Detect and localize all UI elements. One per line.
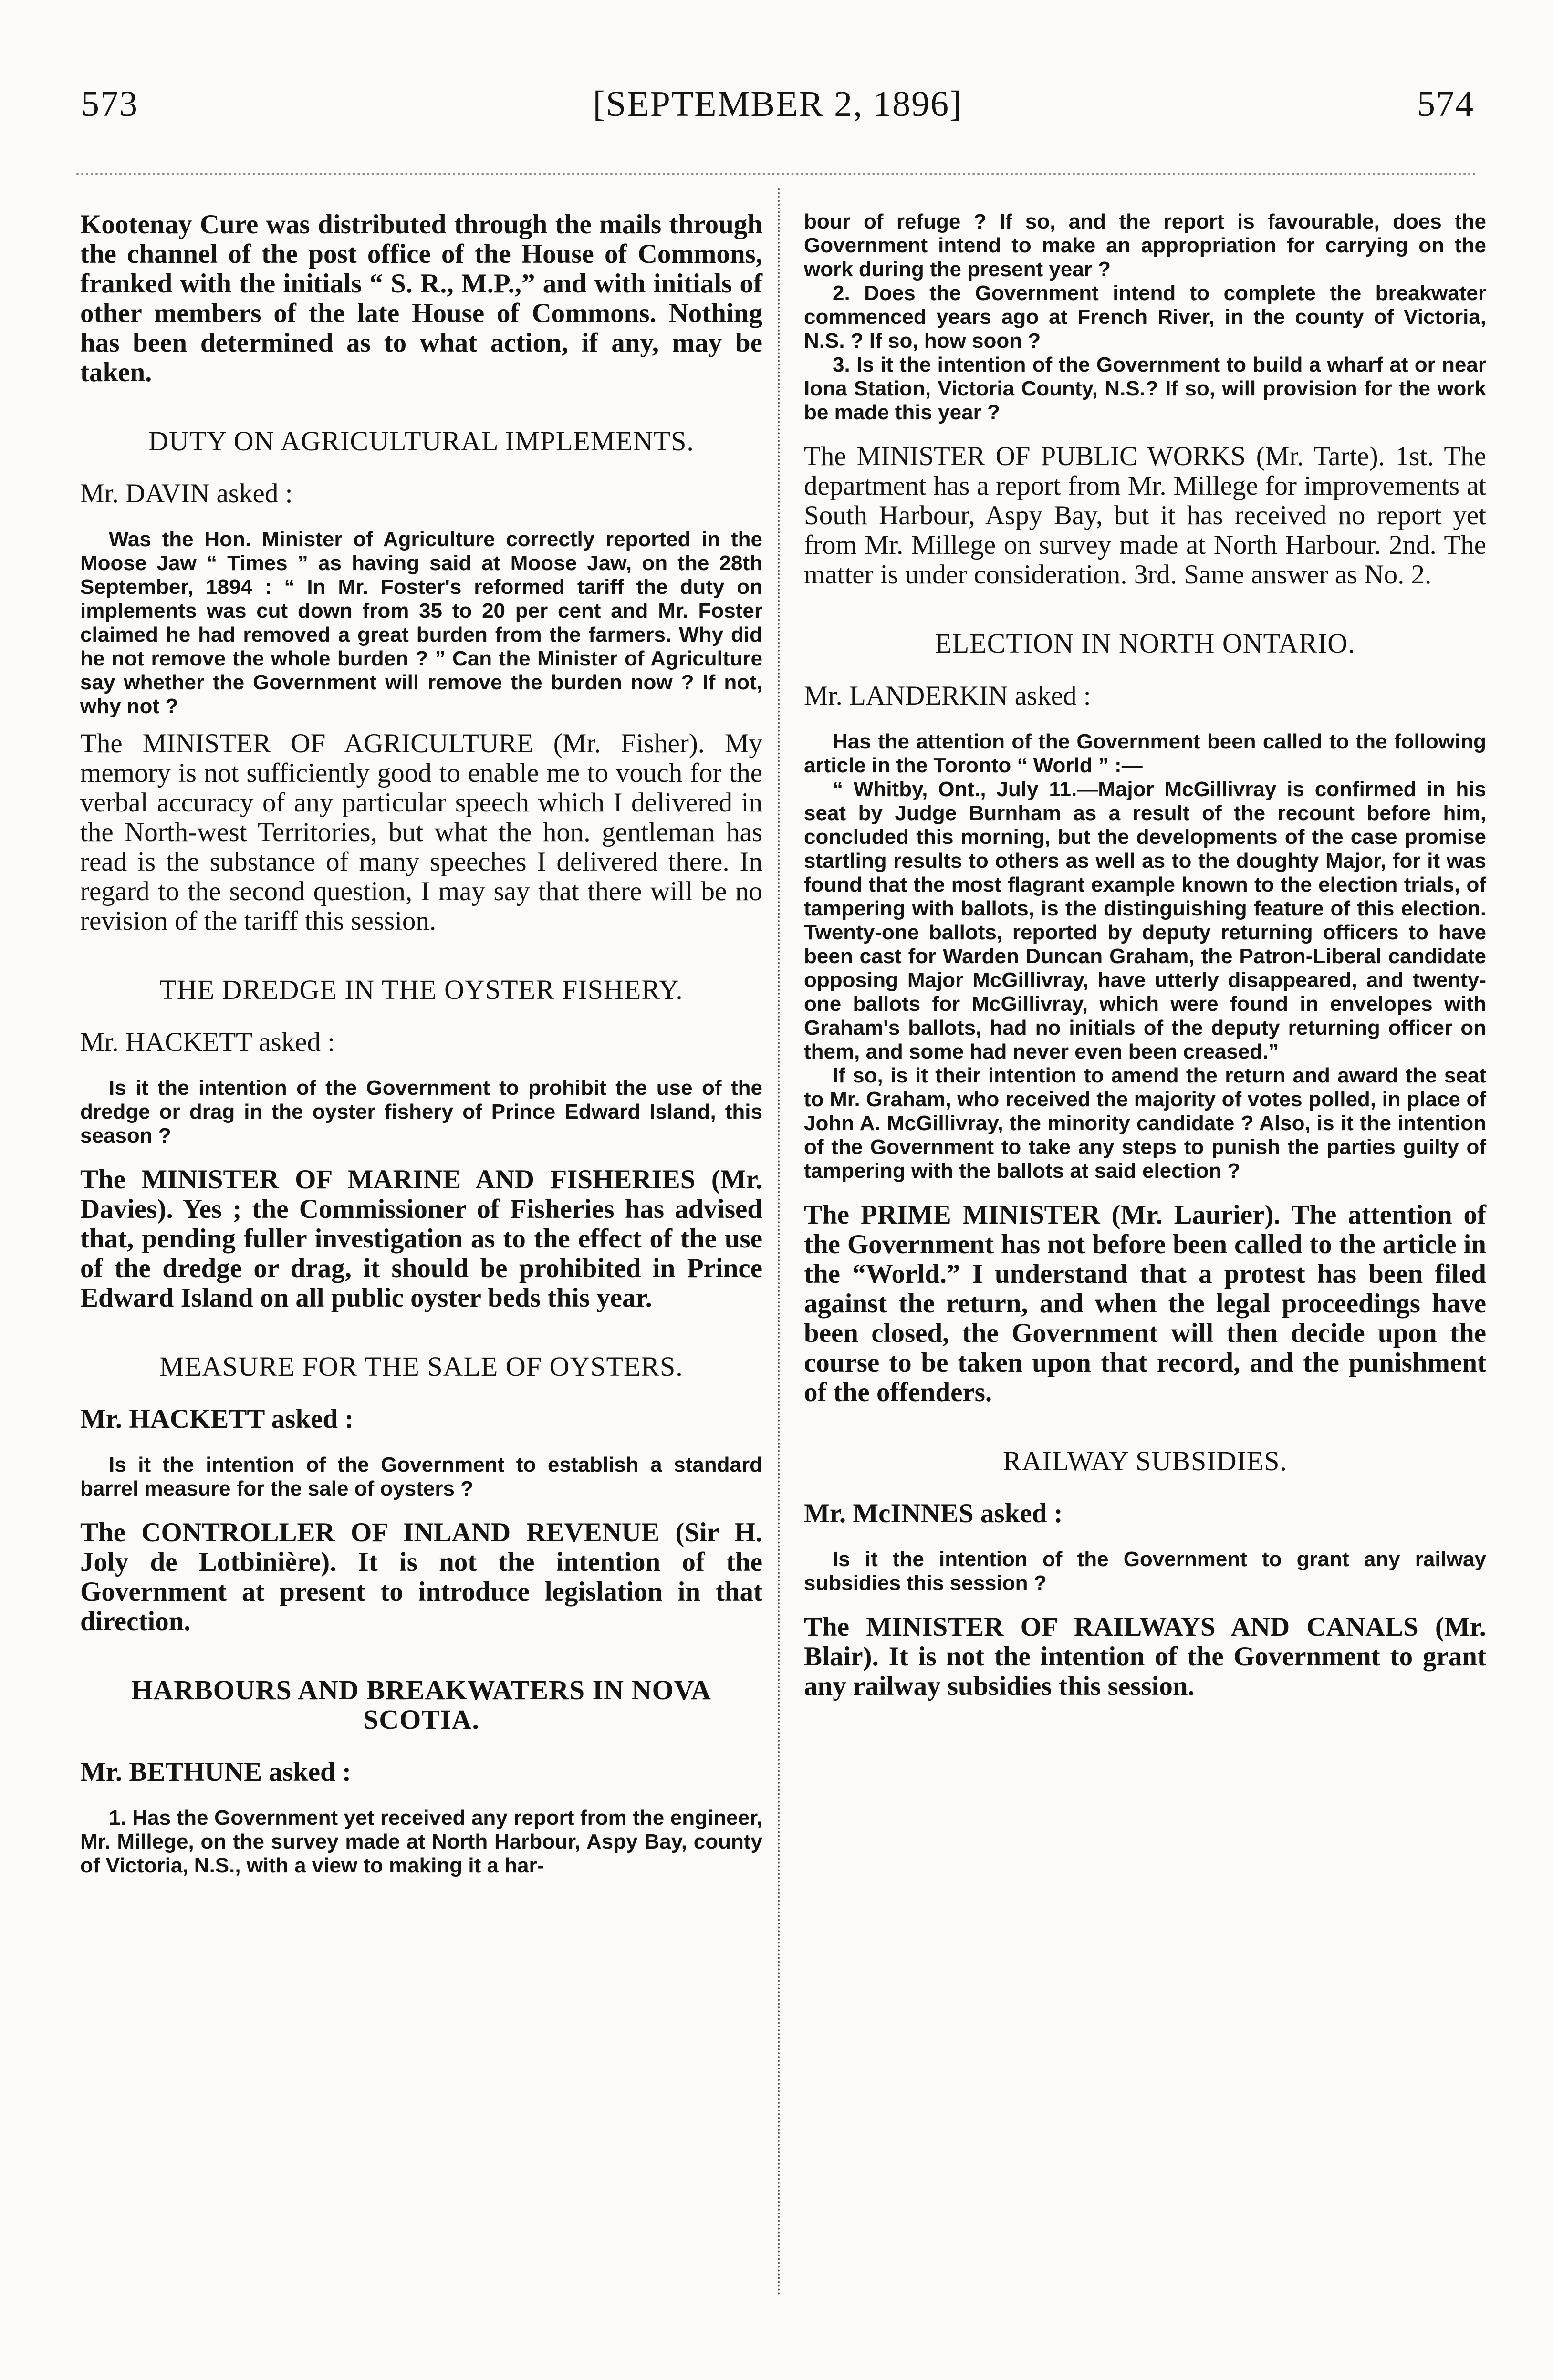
asked-landerkin: Mr. LANDERKIN asked : <box>804 681 1091 711</box>
answer-prime-minister: The PRIME MINISTER (Mr. Laurier). The attention of the Government has not before been called to the article in the “World.” I understand that a protest has been filed against the return, and when the legal proceedings have been closed, the Government will then decide upon the course to be taken upon that record, and the punishment of the offenders. <box>804 1200 1486 1407</box>
asked-hackett-2: Mr. HACKETT asked : <box>80 1404 354 1434</box>
page-header <box>81 83 1474 136</box>
right-page-number: 574 <box>1417 84 1474 124</box>
question-railway-subsidies: Is it the intention of the Government to grant any railway subsidies this session ? <box>804 1548 1486 1595</box>
asked-davin: Mr. DAVIN asked : <box>80 478 293 509</box>
header-rule <box>76 173 1477 175</box>
asked-hackett-1: Mr. HACKETT asked : <box>80 1027 335 1057</box>
left-page-number: 573 <box>81 84 138 124</box>
quoted-world-article: “ Whitby, Ont., July 11.—Major McGillivray is confirmed in his seat by Judge Burnham as a result of the recount before him, concluded this morning, but the developments of the case promise startling results to others as well as to the doughty Major, for it was found that the most flagrant example known to the election trials, of tampering with ballots, is the distinguishing feature of this election. Twenty-one ballots, reported by deputy returning officers to have been cast for Warden Duncan Graham, the Patron-Liberal candidate opposing Major McGillivray, have utterly disappeared, and twenty-one ballots for McGillivray, which were found in envelopes with Graham's ballots, had no initials of the deputy returning officer on them, and some had never even been creased.” <box>804 778 1486 1063</box>
right-column <box>804 210 1486 1701</box>
heading-election-north-ontario: ELECTION IN NORTH ONTARIO. <box>935 628 1355 659</box>
question-dredge: Is it the intention of the Government to prohibit the use of the dredge or drag in the oyster fishery of Prince Edward Island, this season ? <box>80 1076 762 1147</box>
question-landerkin-main: If so, is it their intention to amend the return and award the seat to Mr. Graham, who received the majority of votes polled, in place of John A. McGillivray, the minority candidate ? Also, is it the intention of the Government to take any steps to punish the parties guilty of tampering with the ballots at said election ? <box>804 1064 1486 1183</box>
asked-bethune: Mr. BETHUNE asked : <box>80 1757 351 1787</box>
question-barrel-measure: Is it the intention of the Government to establish a standard barrel measure for the sale of oysters ? <box>80 1453 762 1500</box>
answer-inland-revenue: The CONTROLLER OF INLAND REVENUE (Sir H. Joly de Lotbinière). It is not the intention of the Government at present to introduce legislation in that direction. <box>80 1517 762 1636</box>
answer-marine-fisheries: The MINISTER OF MARINE AND FISHERIES (Mr. Davies). Yes ; the Commissioner of Fisheries has advised that, pending fuller investigation as to the effect of the use of the dredge or drag, it should be prohibited in Prince Edward Island on all public oyster beds this year. <box>80 1164 762 1313</box>
heading-sale-of-oysters: MEASURE FOR THE SALE OF OYSTERS. <box>159 1351 683 1382</box>
heading-harbours-breakwaters: HARBOURS AND BREAKWATERS IN NOVA SCOTIA. <box>131 1674 711 1735</box>
question-bethune-1-cont: bour of refuge ? If so, and the report is favourable, does the Government intend to make an appropriation for carrying on the work during the present year ? <box>804 210 1486 281</box>
question-bethune-3: 3. Is it the intention of the Government to build a wharf at or near Iona Station, Victoria County, N.S.? If so, will provision for the work be made this year ? <box>804 353 1486 424</box>
heading-duty-agricultural-implements: DUTY ON AGRICULTURAL IMPLEMENTS. <box>148 426 694 457</box>
answer-railways-canals: The MINISTER OF RAILWAYS AND CANALS (Mr. Blair). It is not the intention of the Government to grant any railway subsidies this session. <box>804 1612 1486 1701</box>
question-bethune-1: 1. Has the Government yet received any report from the engineer, Mr. Millege, on the survey made at North Harbour, Aspy Bay, county of Victoria, N.S., with a view to making it a har- <box>80 1806 762 1877</box>
asked-mcinnes: Mr. McINNES asked : <box>804 1498 1063 1528</box>
page-date: [SEPTEMBER 2, 1896] <box>593 84 963 124</box>
heading-railway-subsidies: RAILWAY SUBSIDIES. <box>1003 1445 1287 1476</box>
question-landerkin-intro: Has the attention of the Government been called to the following article in the Toronto “ World ” :— <box>804 730 1486 777</box>
continued-paragraph: Kootenay Cure was distributed through the mails through the channel of the post office of the House of Commons, franked with the initials “ S. R., M.P.,” and with initials of other members of the late House of Commons. Nothing has been determined as to what action, if any, may be taken. <box>80 209 762 387</box>
left-column <box>80 210 762 1878</box>
answer-public-works: The MINISTER OF PUBLIC WORKS (Mr. Tarte). 1st. The department has a report from Mr. Millege for improvements at South Harbour, Aspy Bay, but it has received no report yet from Mr. Millege on survey made at North Harbour. 2nd. The matter is under consideration. 3rd. Same answer as No. 2. <box>804 441 1486 590</box>
heading-dredge-oyster-fishery: THE DREDGE IN THE OYSTER FISHERY. <box>159 974 683 1005</box>
question-bethune-2: 2. Does the Government intend to complete the breakwater commenced years ago at French River, in the county of Victoria, N.S. ? If so, how soon ? <box>804 281 1486 353</box>
column-divider <box>778 188 780 2297</box>
answer-agriculture: The MINISTER OF AGRICULTURE (Mr. Fisher). My memory is not sufficiently good to enable me to vouch for the verbal accuracy of any particular speech which I delivered in the North-west Territories, but what the hon. gentleman has read is the substance of many speeches I delivered there. In regard to the second question, I may say that there will be no revision of the tariff this session. <box>80 728 762 936</box>
question-davin: Was the Hon. Minister of Agriculture correctly reported in the Moose Jaw “ Times ” as having said at Moose Jaw, on the 28th September, 1894 : “ In Mr. Foster's reformed tariff the duty on implements was cut down from 35 to 20 per cent and Mr. Foster claimed he had removed a great burden from the farmers. Why did he not remove the whole burden ? ” Can the Minister of Agriculture say whether the Government will remove the burden now ? If not, why not ? <box>80 528 762 718</box>
